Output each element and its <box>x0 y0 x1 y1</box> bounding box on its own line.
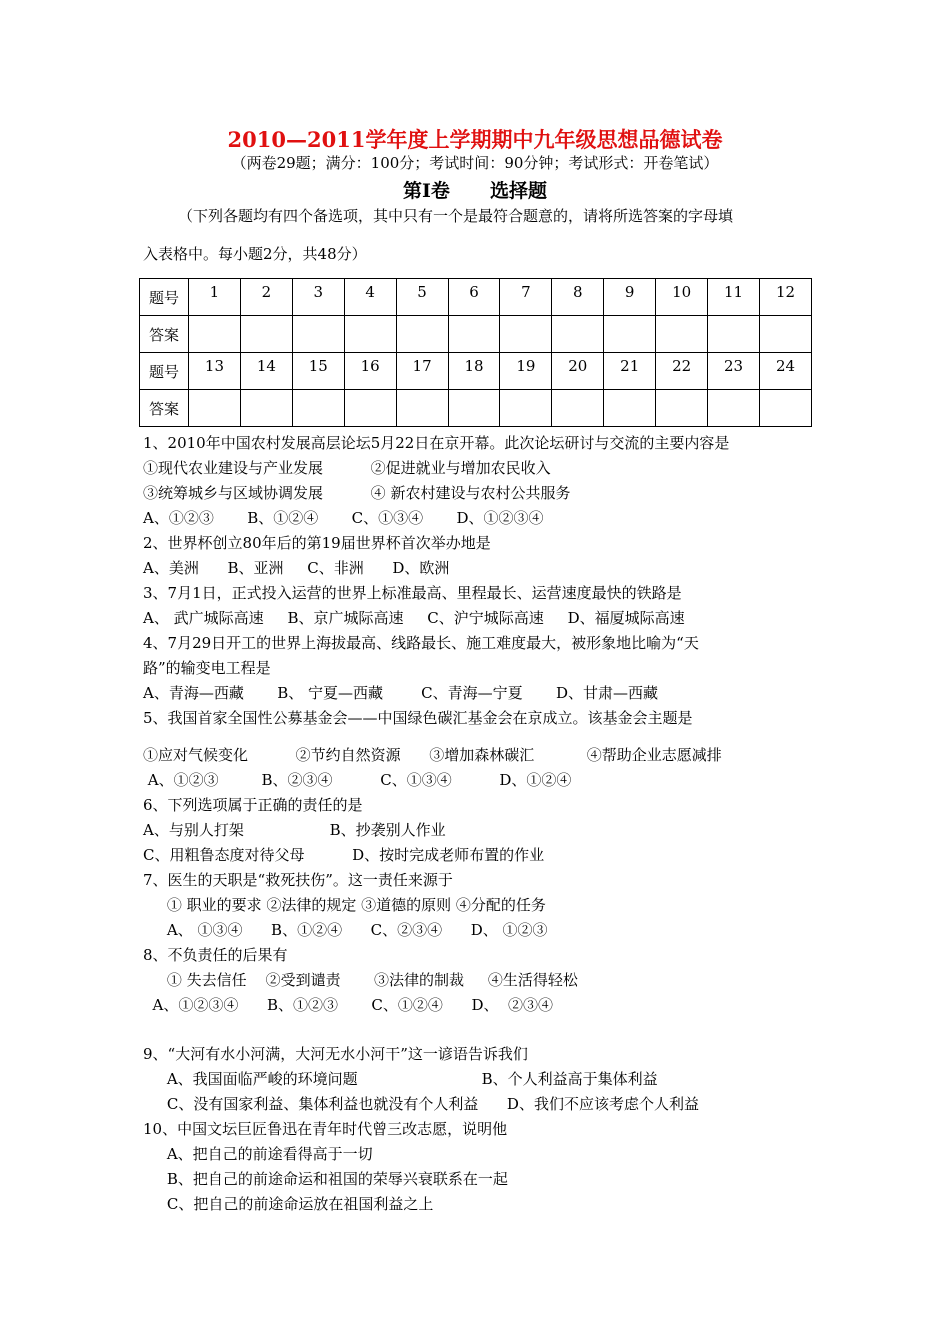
question-line: 9、“大河有水小河满，大河无水小河干”这一谚语告诉我们 <box>143 1045 528 1063</box>
number-label: 题号 <box>140 353 189 390</box>
question-line: A、与别人打架 B、抄袭别人作业 <box>143 821 446 839</box>
number-label: 题号 <box>140 279 189 316</box>
number-cell: 23 <box>708 353 760 390</box>
question-line: 10、中国文坛巨匠鲁迅在青年时代曾三改志愿，说明他 <box>143 1120 508 1138</box>
answer-label: 答案 <box>140 316 189 353</box>
answer-cell[interactable] <box>292 316 344 353</box>
question-line: 3、7月1日，正式投入运营的世界上标准最高、里程最长、运营速度最快的铁路是 <box>143 584 682 602</box>
number-cell: 14 <box>240 353 292 390</box>
answer-cell[interactable] <box>604 316 656 353</box>
question-line: B、把自己的前途命运和祖国的荣辱兴衰联系在一起 <box>143 1170 508 1188</box>
answer-row-1 <box>140 316 812 353</box>
answer-cell[interactable] <box>344 316 396 353</box>
number-cell: 9 <box>604 279 656 316</box>
answer-cell[interactable] <box>344 390 396 427</box>
answer-cell[interactable] <box>708 316 760 353</box>
question-line: A、①②③ B、②③④ C、①③④ D、①②④ <box>143 771 572 789</box>
number-cell: 21 <box>604 353 656 390</box>
section-heading <box>0 176 950 203</box>
question-line: C、用粗鲁态度对待父母 D、按时完成老师布置的作业 <box>143 846 545 864</box>
number-cell: 12 <box>759 279 811 316</box>
answer-cell[interactable] <box>708 390 760 427</box>
answer-row-2 <box>140 390 812 427</box>
number-cell: 22 <box>656 353 708 390</box>
number-cell: 24 <box>759 353 811 390</box>
number-cell: 19 <box>500 353 552 390</box>
answer-cell[interactable] <box>189 390 241 427</box>
question-line: ① 职业的要求 ②法律的规定 ③道德的原则 ④分配的任务 <box>143 896 546 914</box>
answer-cell[interactable] <box>759 390 811 427</box>
answer-cell[interactable] <box>240 390 292 427</box>
answer-cell[interactable] <box>656 316 708 353</box>
number-cell: 5 <box>396 279 448 316</box>
number-cell: 20 <box>552 353 604 390</box>
number-cell: 3 <box>292 279 344 316</box>
question-line: A、①②③④ B、①②③ C、①②④ D、 ②③④ <box>143 996 554 1014</box>
number-cell: 18 <box>448 353 500 390</box>
answer-cell[interactable] <box>552 316 604 353</box>
question-line: A、 武广城际高速 B、京广城际高速 C、沪宁城际高速 D、福厦城际高速 <box>143 609 685 627</box>
answer-cell[interactable] <box>240 316 292 353</box>
answer-cell[interactable] <box>759 316 811 353</box>
answer-cell[interactable] <box>448 390 500 427</box>
number-cell: 16 <box>344 353 396 390</box>
number-cell: 2 <box>240 279 292 316</box>
number-cell: 10 <box>656 279 708 316</box>
question-line: A、青海—西藏 B、 宁夏—西藏 C、青海—宁夏 D、甘肃—西藏 <box>143 684 659 702</box>
question-line: 路”的输变电工程是 <box>143 659 271 677</box>
answer-cell[interactable] <box>396 390 448 427</box>
section-volume: 第Ⅰ卷 <box>403 180 450 202</box>
answer-cell[interactable] <box>656 390 708 427</box>
instruction-line-1: （下列各题均有四个备选项，其中只有一个是最符合题意的，请将所选答案的字母填 <box>178 207 734 225</box>
question-line: A、我国面临严峻的环境问题 B、个人利益高于集体利益 <box>143 1070 658 1088</box>
number-row-2 <box>140 353 812 390</box>
answer-cell[interactable] <box>500 316 552 353</box>
question-line: 6、下列选项属于正确的责任的是 <box>143 796 363 814</box>
question-line: ① 失去信任 ②受到谴责 ③法律的制裁 ④生活得轻松 <box>143 971 578 989</box>
answer-cell[interactable] <box>396 316 448 353</box>
question-line: C、没有国家利益、集体利益也就没有个人利益 D、我们不应该考虑个人利益 <box>143 1095 699 1113</box>
instruction-line-2: 入表格中。每小题2分，共48分） <box>143 245 367 263</box>
section-type: 选择题 <box>489 180 547 202</box>
question-line: 2、世界杯创立80年后的第19届世界杯首次举办地是 <box>143 534 491 552</box>
question-line: ①应对气候变化 ②节约自然资源 ③增加森林碳汇 ④帮助企业志愿减排 <box>143 746 722 764</box>
question-line: ①现代农业建设与产业发展 ②促进就业与增加农民收入 <box>143 459 551 477</box>
question-line: A、把自己的前途看得高于一切 <box>143 1145 373 1163</box>
number-cell: 17 <box>396 353 448 390</box>
question-line: 1、2010年中国农村发展高层论坛5月22日在京开幕。此次论坛研讨与交流的主要内容是 <box>143 434 730 452</box>
number-cell: 11 <box>708 279 760 316</box>
answer-cell[interactable] <box>552 390 604 427</box>
exam-title: 2010—2011学年度上学期期中九年级思想品德试卷 <box>227 127 723 152</box>
number-cell: 15 <box>292 353 344 390</box>
number-cell: 13 <box>189 353 241 390</box>
question-line: A、①②③ B、①②④ C、①③④ D、①②③④ <box>143 509 544 527</box>
question-line: 5、我国首家全国性公募基金会——中国绿色碳汇基金会在京成立。该基金会主题是 <box>143 709 693 727</box>
answer-cell[interactable] <box>448 316 500 353</box>
number-cell: 4 <box>344 279 396 316</box>
question-line: C、把自己的前途命运放在祖国利益之上 <box>143 1195 434 1213</box>
answer-table <box>139 278 812 427</box>
exam-subtitle: （两卷29题；满分：100分；考试时间：90分钟；考试形式：开卷笔试） <box>231 154 719 172</box>
number-cell: 1 <box>189 279 241 316</box>
question-line: A、 ①③④ B、①②④ C、②③④ D、 ①②③ <box>143 921 548 939</box>
question-line: 8、不负责任的后果有 <box>143 946 288 964</box>
number-cell: 7 <box>500 279 552 316</box>
number-cell: 8 <box>552 279 604 316</box>
answer-label: 答案 <box>140 390 189 427</box>
number-row-1 <box>140 279 812 316</box>
answer-cell[interactable] <box>604 390 656 427</box>
question-line: ③统筹城乡与区域协调发展 ④ 新农村建设与农村公共服务 <box>143 484 571 502</box>
answer-cell[interactable] <box>189 316 241 353</box>
question-line: 7、医生的天职是“救死扶伤”。这一责任来源于 <box>143 871 453 889</box>
question-line: 4、7月29日开工的世界上海拔最高、线路最长、施工难度最大，被形象地比喻为“天 <box>143 634 699 652</box>
question-line: A、美洲 B、亚洲 C、非洲 D、欧洲 <box>143 559 450 577</box>
answer-cell[interactable] <box>500 390 552 427</box>
number-cell: 6 <box>448 279 500 316</box>
answer-cell[interactable] <box>292 390 344 427</box>
